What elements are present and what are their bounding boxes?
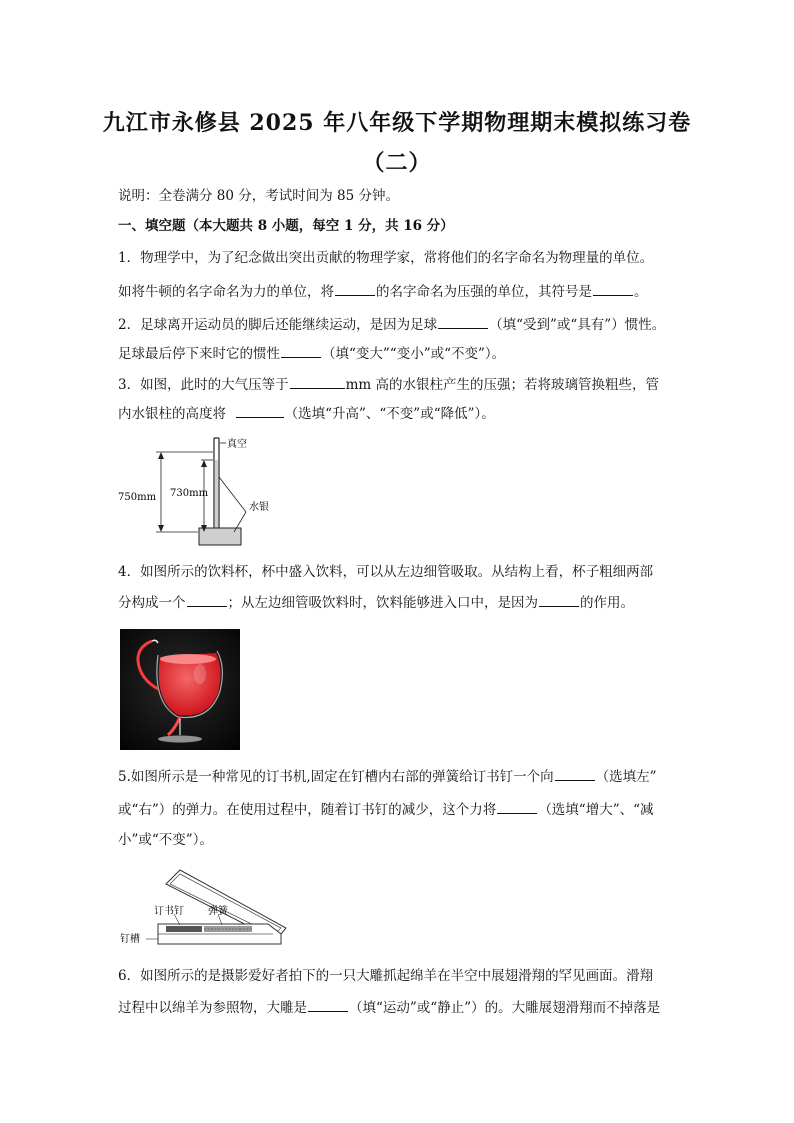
- spring-label: 弹簧: [208, 906, 228, 917]
- answer-blank[interactable]: [281, 343, 321, 358]
- stapler-diagram: [118, 862, 298, 954]
- answer-blank[interactable]: [187, 592, 227, 607]
- height-730-label: 730mm: [170, 488, 209, 499]
- answer-blank[interactable]: [290, 374, 345, 389]
- question-6-line-2: 过程中以绵羊为参照物，大雕是 （填“运动”或“静止”）的。大雕展翅滑翔而不掉落是: [118, 997, 660, 1018]
- exam-title: 九江市永修县 2025 年八年级下学期物理期末模拟练习卷: [102, 110, 692, 136]
- answer-blank[interactable]: [308, 997, 348, 1012]
- drink-cup-photo: [120, 629, 240, 750]
- answer-blank[interactable]: [497, 799, 537, 814]
- question-1-line-1: 1．物理学中，为了纪念做出突出贡献的物理学家，常将他们的名字命名为物理量的单位。: [118, 250, 654, 266]
- section-heading-fill-blank: 一、填空题（本大题共 8 小题，每空 1 分，共 16 分）: [118, 218, 454, 234]
- question-6-line-1: 6．如图所示的是摄影爱好者拍下的一只大雕抓起绵羊在半空中展翅滑翔的罕见画面。滑翔: [118, 968, 654, 984]
- question-2-line-1: 2．足球离开运动员的脚后还能继续运动，是因为足球 （填“受到”或“具有”）惯性。: [118, 314, 665, 335]
- question-1-line-2: 如将牛顿的名字命名为力的单位，将 的名字命名为压强的单位，其符号是 。: [118, 281, 648, 302]
- staple-label: 订书钉: [154, 906, 184, 917]
- barometer-diagram: [116, 432, 286, 552]
- question-3-line-1: 3．如图，此时的大气压等于 mm 高的水银柱产生的压强；若将玻璃管换粗些，管: [118, 374, 659, 395]
- answer-blank[interactable]: [236, 403, 284, 418]
- exam-title-suffix: （二）: [362, 150, 432, 176]
- answer-blank[interactable]: [438, 314, 488, 329]
- mercury-label: 水银: [249, 502, 269, 513]
- question-5-line-1: 5.如图所示是一种常见的订书机,固定在钉槽内右部的弹簧给订书钉一个向 （选填左”: [118, 766, 657, 787]
- question-3-line-2: 内水银柱的高度将 （选填“升高”、“不变”或“降低”）。: [118, 403, 495, 424]
- question-4-line-1: 4．如图所示的饮料杯，杯中盛入饮料，可以从左边细管吸取。从结构上看，杯子粗细两部: [118, 564, 654, 580]
- answer-blank[interactable]: [593, 281, 633, 296]
- answer-blank[interactable]: [555, 766, 595, 781]
- question-4-line-2: 分构成一个 ；从左边细管吸饮料时，饮料能够进入口中，是因为 的作用。: [118, 592, 634, 613]
- groove-label: 钉槽: [120, 934, 140, 945]
- answer-blank[interactable]: [539, 592, 579, 607]
- vacuum-label: 真空: [227, 439, 247, 450]
- question-2-line-2: 足球最后停下来时它的惯性 （填“变大”“变小”或“不变”）。: [118, 343, 505, 364]
- height-750-label: 750mm: [118, 492, 157, 503]
- question-5-line-3: 小”或“不变”）。: [118, 832, 213, 848]
- question-5-line-2: 或“右”）的弹力。在使用过程中，随着订书钉的减少，这个力将 （选填“增大”、“减: [118, 799, 654, 820]
- answer-blank[interactable]: [335, 281, 375, 296]
- exam-note: 说明：全卷满分 80 分，考试时间为 85 分钟。: [118, 188, 400, 204]
